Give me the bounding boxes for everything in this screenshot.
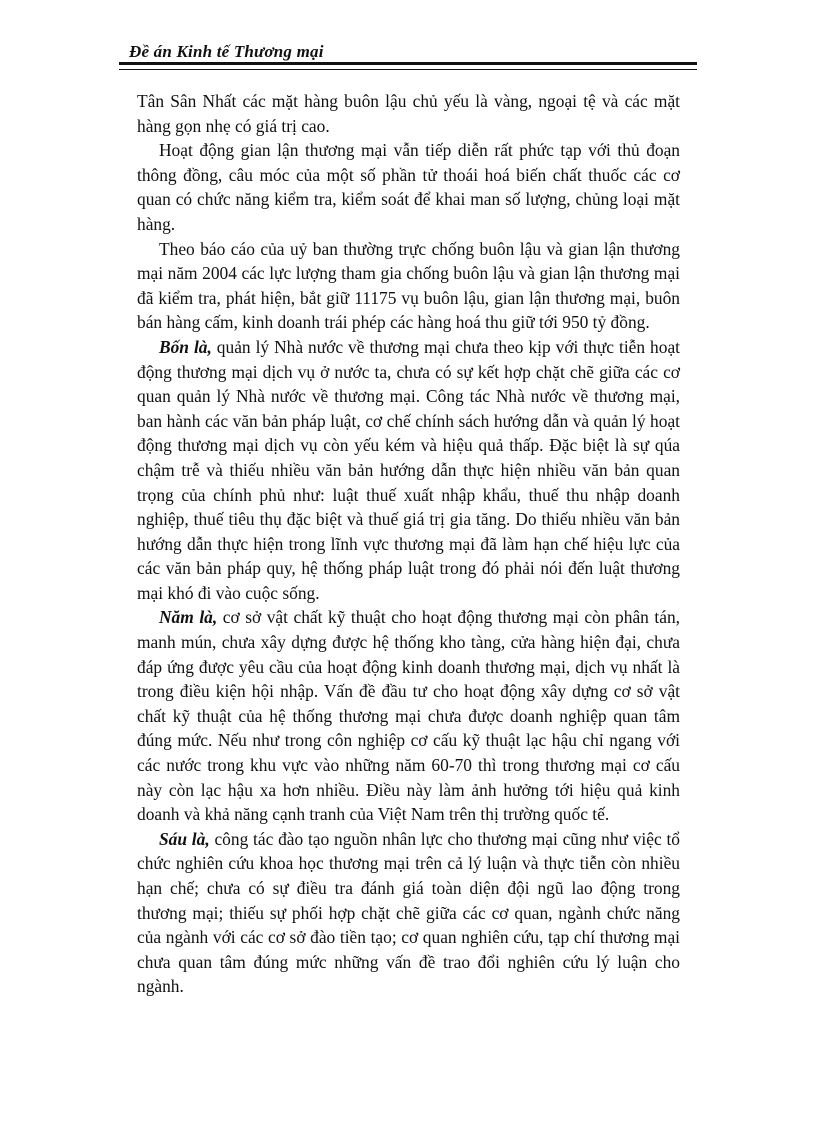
- paragraph: [137, 605, 680, 826]
- paragraph: [137, 827, 680, 999]
- header-rule-thin: [119, 69, 697, 70]
- paragraph: [137, 335, 680, 606]
- paragraph-text: quản lý Nhà nước về thương mại chưa theo kịp với thực tiễn hoạt động thương mại dịch vụ ở nước ta, chưa có sự kết hợp chặt chẽ giữa các cơ quan quản lý Nhà nước về thương mại. Công tác Nhà nước về thương mại, ban hành các văn bản pháp luật, cơ chế chính sách hướng dẫn và quản lý hoạt động thương mại dịch vụ còn yếu kém và hiệu quả thấp. Đặc biệt là sự qúa chậm trễ và thiếu nhiều văn bản hướng dẫn thực hiện nhiều văn bản quan trọng của chính phủ như: luật thuế xuất nhập khẩu, thuế thu nhập doanh nghiệp, thuế tiêu thụ đặc biệt và thuế giá trị gia tăng. Do thiếu nhiều văn bản hướng dẫn thực hiện trong lĩnh vực thương mại đã làm hạn chế hiệu lực của các văn bản pháp quy, hệ thống pháp luật trong đó phải nói đến luật thương mại khó đi vào cuộc sống.: [137, 336, 680, 603]
- paragraph-text: công tác đào tạo nguồn nhân lực cho thương mại cũng như việc tổ chức nghiên cứu khoa học thương mại trên cả lý luận và thực tiễn còn nhiều hạn chế; chưa có sự điều tra đánh giá toàn diện đội ngũ lao động trong thương mại; thiếu sự phối hợp chặt chẽ giữa các cơ quan, ngành chức năng của ngành với các cơ sở đào tiền tạo; cơ quan nghiên cứu, tạp chí thương mại chưa quan tâm đúng mức những vấn đề trao đổi nghiên cứu lý luận cho ngành.: [137, 828, 680, 997]
- document-body: [137, 89, 680, 999]
- paragraph: [137, 89, 680, 138]
- header-rule-thick: [119, 62, 697, 65]
- paragraph-text: Tân Sân Nhất các mặt hàng buôn lậu chủ yếu là vàng, ngoại tệ và các mặt hàng gọn nhẹ có giá trị cao.: [137, 91, 680, 136]
- header-title: Đề án Kinh tế Thương mại: [129, 42, 324, 61]
- paragraph-text: cơ sở vật chất kỹ thuật cho hoạt động thương mại còn phân tán, manh mún, chưa xây dựng được hệ thống kho tàng, cửa hàng hiện đại, chưa đáp ứng được yêu cầu của hoạt động kinh doanh thương mại, dịch vụ nhất là trong điều kiện hội nhập. Vấn đề đầu tư cho hoạt động xây dựng cơ sở vật chất kỹ thuật của hệ thống thương mại chưa được doanh nghiệp quan tâm đúng mức. Nếu như trong côn nghiệp cơ cấu kỹ thuật lạc hậu chỉ ngang với các nước trong khu vực vào những năm 60-70 thì trong thương mại cơ cấu này còn lạc hậu xa hơn nhiều. Điều này làm ảnh hưởng tới hiệu quả kinh doanh và khả năng cạnh tranh của Việt Nam trên thị trường quốc tế.: [137, 607, 680, 825]
- paragraph-text: Hoạt động gian lận thương mại vẫn tiếp diễn rất phức tạp với thủ đoạn thông đồng, câu móc của một số phần tử thoái hoá biến chất thuốc các cơ quan có chức năng kiểm tra, kiểm soát để khai man số lượng, chủng loại mặt hàng.: [137, 140, 680, 234]
- paragraph-lead: Năm là,: [159, 607, 218, 628]
- page-header: [119, 34, 697, 64]
- paragraph: [137, 138, 680, 236]
- paragraph-text: Theo báo cáo của uỷ ban thường trực chống buôn lậu và gian lận thương mại năm 2004 các lực lượng tham gia chống buôn lậu và gian lận thương mại đã kiểm tra, phát hiện, bắt giữ 11175 vụ buôn lậu, gian lận thương mại, buôn bán hàng cấm, kinh doanh trái phép các hàng hoá thu giữ tới 950 tỷ đồng.: [137, 238, 680, 333]
- paragraph-lead: Sáu là,: [159, 828, 210, 849]
- paragraph-lead: Bốn là,: [159, 336, 212, 357]
- paragraph: [137, 237, 680, 335]
